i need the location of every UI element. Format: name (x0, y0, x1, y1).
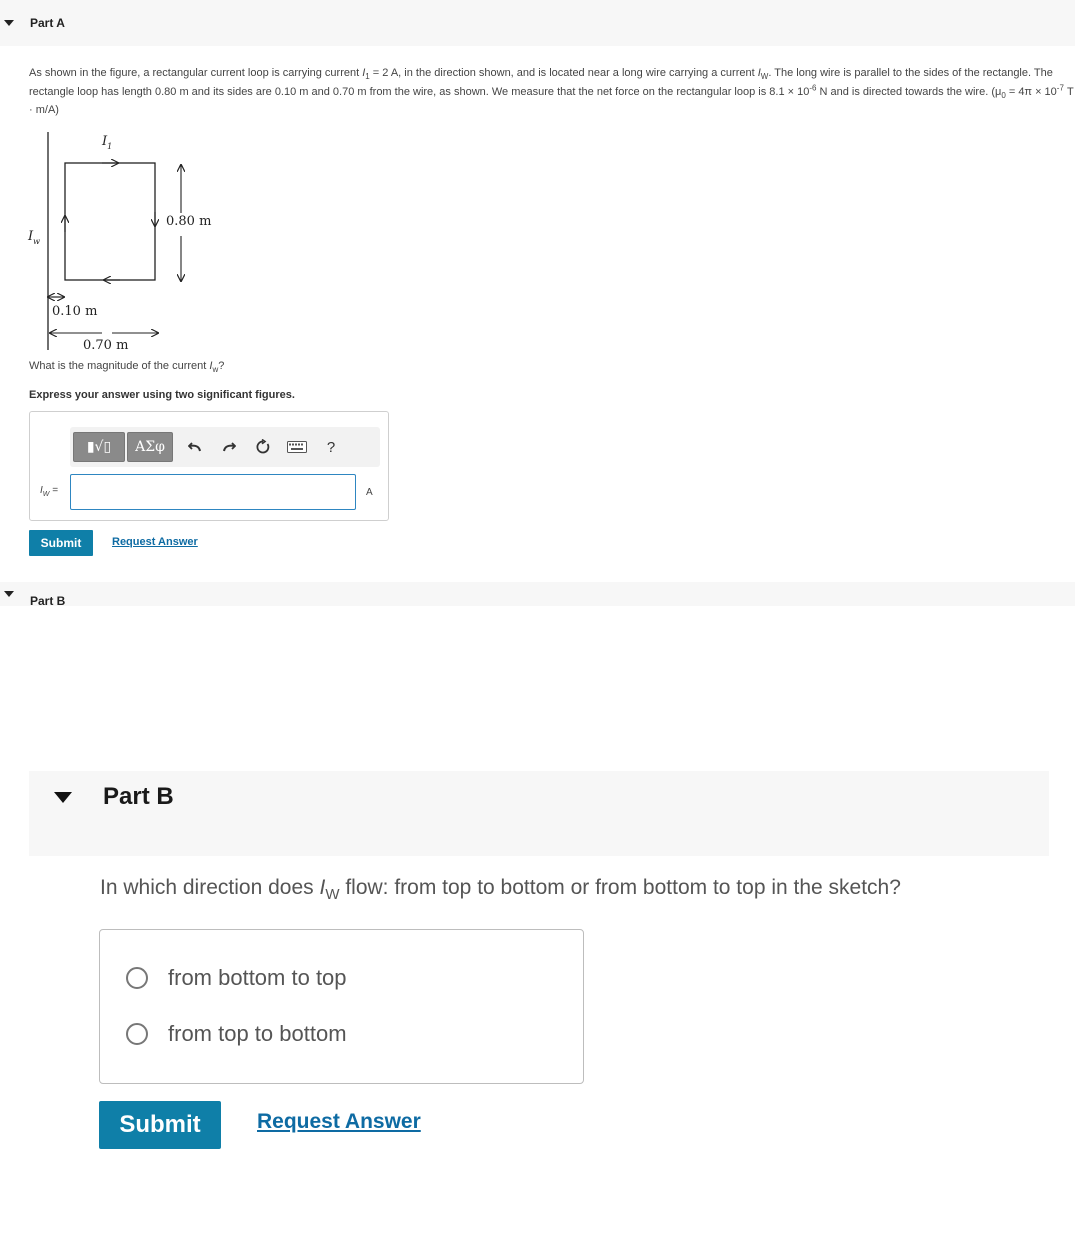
answer-unit: A (366, 487, 373, 498)
collapse-triangle-icon[interactable] (4, 591, 14, 597)
part-b-request-answer-link[interactable]: Request Answer (257, 1110, 421, 1133)
problem-text: N and is directed towards the wire. (μ (816, 85, 1002, 98)
option-label: from bottom to top (168, 965, 347, 990)
force-exponent: -6 (809, 82, 817, 92)
undo-icon[interactable] (181, 432, 209, 462)
problem-text: = 2 A, in the direction shown, and is located near a long wire carrying a current (369, 67, 758, 79)
problem-text: = 4π × 10 (1005, 85, 1057, 98)
question-text: In which direction does (100, 876, 320, 899)
instruction-text: Express your answer using two significant figures. (29, 389, 295, 401)
part-b-submit-button[interactable]: Submit (99, 1101, 221, 1149)
option-bottom-to-top[interactable] (126, 965, 347, 991)
wire-current-subscript: W (760, 72, 769, 82)
question-subscript: w (212, 365, 219, 375)
part-b-title: Part B (30, 594, 66, 608)
radio-button[interactable] (126, 967, 148, 989)
options-panel (99, 929, 584, 1084)
question-text: What is the magnitude of the current (29, 360, 210, 372)
mu-exponent: -7 (1056, 82, 1064, 92)
option-label: from top to bottom (168, 1021, 347, 1046)
part-a-question (29, 360, 224, 374)
keyboard-icon[interactable] (283, 432, 311, 462)
current-loop (65, 163, 155, 280)
problem-text: T · m/A) (29, 85, 1074, 116)
question-symbol: I (319, 876, 326, 899)
reset-icon[interactable] (249, 432, 277, 462)
answer-panel (29, 411, 389, 521)
radio-button[interactable] (126, 1023, 148, 1045)
far-distance-label: 0.70 m (83, 338, 129, 353)
part-b-header[interactable] (0, 582, 1075, 606)
current-symbol: I (362, 67, 366, 79)
part-a-request-answer-link[interactable]: Request Answer (112, 536, 198, 548)
part-b-question (100, 876, 901, 903)
answer-label: $I_W$ = (40, 485, 59, 498)
problem-text: . The long wire is parallel to the sides of the rectangle. The rectangle loop has length 0.80 m and its sides are 0.10 m and 0.70 m from the wire, as shown. We measure that the net force on the rectangular loop is 8.1 × 10 (29, 67, 1053, 98)
question-text: flow: from top to bottom or from bottom to top in the sketch? (339, 876, 901, 899)
iw-label: $I_w$ (28, 229, 40, 246)
help-icon[interactable]: ? (326, 438, 336, 456)
mu-subscript: 0 (1001, 90, 1006, 100)
question-text: ? (218, 360, 225, 372)
collapse-triangle-icon[interactable] (54, 792, 72, 803)
problem-text: As shown in the figure, a rectangular current loop is carrying current (29, 67, 363, 79)
option-top-to-bottom[interactable] (126, 1021, 347, 1047)
current-subscript: 1 (365, 72, 370, 82)
collapse-triangle-icon[interactable] (4, 20, 14, 26)
part-b-zoom-header[interactable] (29, 771, 1049, 856)
math-toolbar (70, 427, 380, 467)
wire-current-symbol: I (757, 67, 761, 79)
loop-wire-figure (22, 128, 232, 358)
part-a-submit-button[interactable]: Submit (29, 530, 93, 556)
template-button[interactable]: ▮√▯ (73, 432, 125, 462)
near-distance-label: 0.10 m (52, 304, 98, 319)
part-b-zoom-title: Part B (103, 783, 174, 810)
length-label: 0.80 m (166, 214, 212, 229)
i1-label: $I_1$ (102, 134, 113, 151)
greek-symbols-button[interactable]: ΑΣφ (127, 432, 173, 462)
part-a-title: Part A (30, 16, 65, 30)
question-subscript: W (325, 886, 340, 904)
part-a-header[interactable] (0, 0, 1075, 46)
answer-input[interactable] (70, 474, 356, 510)
question-symbol: I (209, 360, 213, 372)
redo-icon[interactable] (215, 432, 243, 462)
problem-statement (29, 64, 1074, 120)
